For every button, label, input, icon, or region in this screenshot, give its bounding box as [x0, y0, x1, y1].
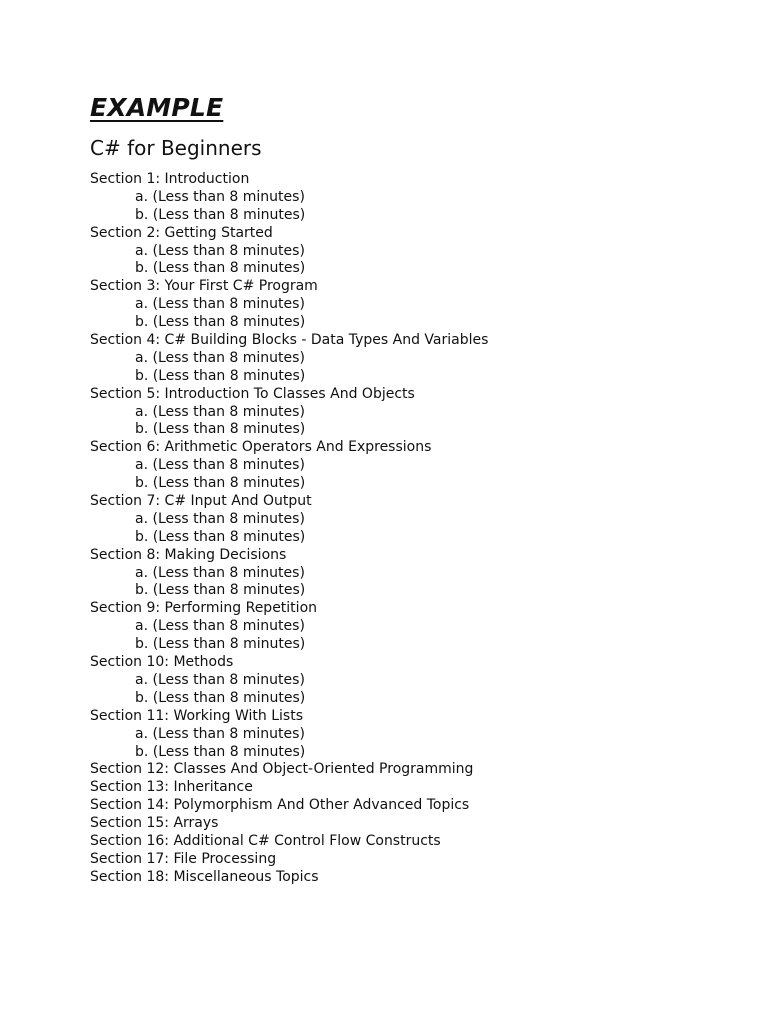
- section-heading: Section 6: Arithmetic Operators And Expressions: [90, 439, 432, 456]
- section-heading: Section 12: Classes And Object-Oriented Programming: [90, 761, 474, 778]
- section-subitem: b. (Less than 8 minutes): [135, 260, 306, 277]
- section-heading: Section 10: Methods: [90, 654, 234, 671]
- section-subitem: b. (Less than 8 minutes): [135, 475, 306, 492]
- section-subitem: b. (Less than 8 minutes): [135, 689, 306, 706]
- section-subitem: b. (Less than 8 minutes): [135, 636, 306, 653]
- section-heading: Section 5: Introduction To Classes And Objects: [90, 385, 415, 402]
- section-subitem: b. (Less than 8 minutes): [135, 206, 306, 223]
- section-subitem: b. (Less than 8 minutes): [135, 421, 306, 438]
- section-heading: Section 11: Working With Lists: [90, 707, 304, 724]
- section-heading: Section 18: Miscellaneous Topics: [90, 868, 319, 885]
- section-subitem: a. (Less than 8 minutes): [135, 296, 305, 313]
- section-subitem: a. (Less than 8 minutes): [135, 457, 305, 474]
- section-subitem: a. (Less than 8 minutes): [135, 403, 305, 420]
- section-subitem: a. (Less than 8 minutes): [135, 510, 305, 527]
- section-heading: Section 4: C# Building Blocks - Data Types And Variables: [90, 332, 489, 349]
- section-outline: [90, 171, 488, 887]
- section-subitem: a. (Less than 8 minutes): [135, 671, 305, 688]
- section-heading: Section 9: Performing Repetition: [90, 600, 318, 617]
- section-heading: Section 17: File Processing: [90, 850, 277, 867]
- section-subitem: a. (Less than 8 minutes): [135, 725, 305, 742]
- section-subitem: b. (Less than 8 minutes): [135, 528, 306, 545]
- section-heading: Section 8: Making Decisions: [90, 546, 287, 563]
- section-heading: Section 7: C# Input And Output: [90, 493, 312, 510]
- section-subitem: b. (Less than 8 minutes): [135, 582, 306, 599]
- section-subitem: a. (Less than 8 minutes): [135, 618, 305, 635]
- section-subitem: b. (Less than 8 minutes): [135, 314, 306, 331]
- section-subitem: a. (Less than 8 minutes): [135, 188, 305, 205]
- example-heading: EXAMPLE: [90, 93, 224, 122]
- section-heading: Section 15: Arrays: [90, 815, 219, 832]
- section-subitem: b. (Less than 8 minutes): [135, 743, 306, 760]
- section-heading: Section 16: Additional C# Control Flow Constructs: [90, 832, 441, 849]
- section-heading: Section 1: Introduction: [90, 171, 250, 187]
- section-heading: Section 13: Inheritance: [90, 779, 253, 796]
- section-subitem: a. (Less than 8 minutes): [135, 349, 305, 366]
- section-heading: Section 3: Your First C# Program: [90, 278, 318, 295]
- section-subitem: a. (Less than 8 minutes): [135, 242, 305, 259]
- section-heading: Section 2: Getting Started: [90, 224, 273, 241]
- section-subitem: a. (Less than 8 minutes): [135, 564, 305, 581]
- document-title: C# for Beginners: [90, 136, 262, 160]
- section-subitem: b. (Less than 8 minutes): [135, 367, 306, 384]
- section-heading: Section 14: Polymorphism And Other Advanced Topics: [90, 797, 470, 814]
